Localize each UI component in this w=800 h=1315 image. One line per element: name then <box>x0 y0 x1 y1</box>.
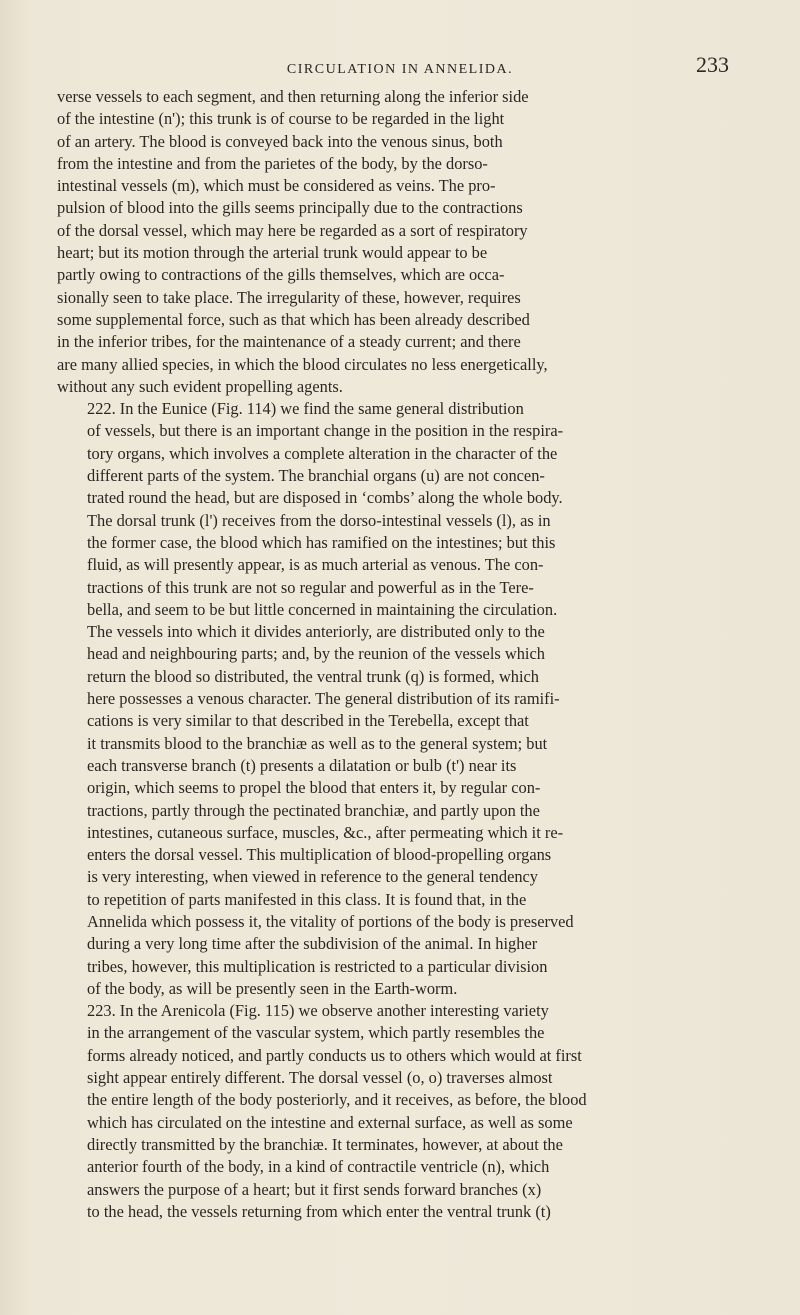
text-line: of the dorsal vessel, which may here be regarded as a sort of respiratory <box>57 220 528 240</box>
paragraph-continued <box>57 86 737 398</box>
text-line: in the arrangement of the vascular system, which partly resembles the <box>87 1023 545 1043</box>
text-line: forms already noticed, and partly conducts us to others which would at first <box>87 1045 582 1065</box>
text-line: 222. In the Eunice (Fig. 114) we find the same general distribution <box>87 399 524 419</box>
text-line: directly transmitted by the branchiæ. It terminates, however, at about the <box>87 1134 563 1154</box>
text-line: of the intestine (n'); this trunk is of course to be regarded in the light <box>57 109 505 129</box>
text-line: bella, and seem to be but little concerned in maintaining the circulation. <box>87 599 558 619</box>
body-text <box>57 86 737 1223</box>
text-line: trated round the head, but are disposed in ‘combs’ along the whole body. <box>87 488 563 508</box>
text-line: some supplemental force, such as that which has been already described <box>57 309 530 329</box>
text-line: different parts of the system. The branchial organs (u) are not concen- <box>87 466 545 486</box>
text-line: Annelida which possess it, the vitality of portions of the body is preserved <box>87 911 574 931</box>
text-line: here possesses a venous character. The general distribution of its ramifi- <box>87 689 560 709</box>
text-line: tribes, however, this multiplication is restricted to a particular division <box>87 956 548 976</box>
text-line: intestinal vessels (m), which must be considered as veins. The pro- <box>57 176 496 196</box>
text-line: cations is very similar to that described in the Terebella, except that <box>87 711 529 731</box>
text-line: sight appear entirely different. The dorsal vessel (o, o) traverses almost <box>87 1068 553 1088</box>
text-line: 223. In the Arenicola (Fig. 115) we observe another interesting variety <box>87 1001 549 1021</box>
text-line: of vessels, but there is an important change in the position in the respira- <box>87 421 564 441</box>
text-line: enters the dorsal vessel. This multiplication of blood-propelling organs <box>87 845 552 865</box>
paragraph-222 <box>57 398 737 1000</box>
text-line: during a very long time after the subdivision of the animal. In higher <box>87 934 538 954</box>
text-line: without any such evident propelling agents. <box>57 376 343 396</box>
text-line: is very interesting, when viewed in reference to the general tendency <box>87 867 539 887</box>
text-line: return the blood so distributed, the ventral trunk (q) is formed, which <box>87 666 540 686</box>
text-line: origin, which seems to propel the blood that enters it, by regular con- <box>87 778 541 798</box>
text-line: of the body, as will be presently seen in the Earth-worm. <box>87 978 458 998</box>
text-line: to repetition of parts manifested in this class. It is found that, in the <box>87 889 527 909</box>
text-line: sionally seen to take place. The irregularity of these, however, requires <box>57 287 521 307</box>
paragraph-223 <box>57 1000 737 1223</box>
text-line: in the inferior tribes, for the maintenance of a steady current; and there <box>57 332 521 352</box>
text-line: each transverse branch (t) presents a dilatation or bulb (t') near its <box>87 755 517 775</box>
text-line: it transmits blood to the branchiæ as well as to the general system; but <box>87 733 548 753</box>
text-line: the entire length of the body posteriorly, and it receives, as before, the blood <box>87 1090 587 1110</box>
text-line: partly owing to contractions of the gills themselves, which are occa- <box>57 265 505 285</box>
text-line: The dorsal trunk (l') receives from the dorso-intestinal vessels (l), as in <box>87 510 551 530</box>
text-line: intestines, cutaneous surface, muscles, &c., after permeating which it re- <box>87 822 564 842</box>
text-line: verse vessels to each segment, and then returning along the inferior side <box>57 87 529 106</box>
text-line: anterior fourth of the body, in a kind of contractile ventricle (n), which <box>87 1157 550 1177</box>
text-line: which has circulated on the intestine and external surface, as well as some <box>87 1112 573 1132</box>
text-line: pulsion of blood into the gills seems principally due to the contractions <box>57 198 523 218</box>
text-line: The vessels into which it divides anteriorly, are distributed only to the <box>87 622 545 642</box>
text-line: the former case, the blood which has ramified on the intestines; but this <box>87 532 556 552</box>
running-title: CIRCULATION IN ANNELIDA. <box>286 62 514 77</box>
page-number: 233 <box>696 52 729 77</box>
text-line: are many allied species, in which the blood circulates no less energetically, <box>57 354 548 374</box>
text-line: fluid, as will presently appear, is as much arterial as venous. The con- <box>87 555 544 575</box>
text-line: to the head, the vessels returning from which enter the ventral trunk (t) <box>87 1201 551 1221</box>
text-line: tractions, partly through the pectinated branchiæ, and partly upon the <box>87 800 540 820</box>
text-line: tory organs, which involves a complete alteration in the character of the <box>87 443 558 463</box>
text-line: heart; but its motion through the arterial trunk would appear to be <box>57 243 488 263</box>
text-line: answers the purpose of a heart; but it first sends forward branches (x) <box>87 1179 542 1199</box>
text-line: head and neighbouring parts; and, by the reunion of the vessels which <box>87 644 545 664</box>
text-line: of an artery. The blood is conveyed back into the venous sinus, both <box>57 131 503 151</box>
text-line: tractions of this trunk are not so regular and powerful as in the Tere- <box>87 577 534 597</box>
text-line: from the intestine and from the parietes of the body, by the dorso- <box>57 153 488 173</box>
